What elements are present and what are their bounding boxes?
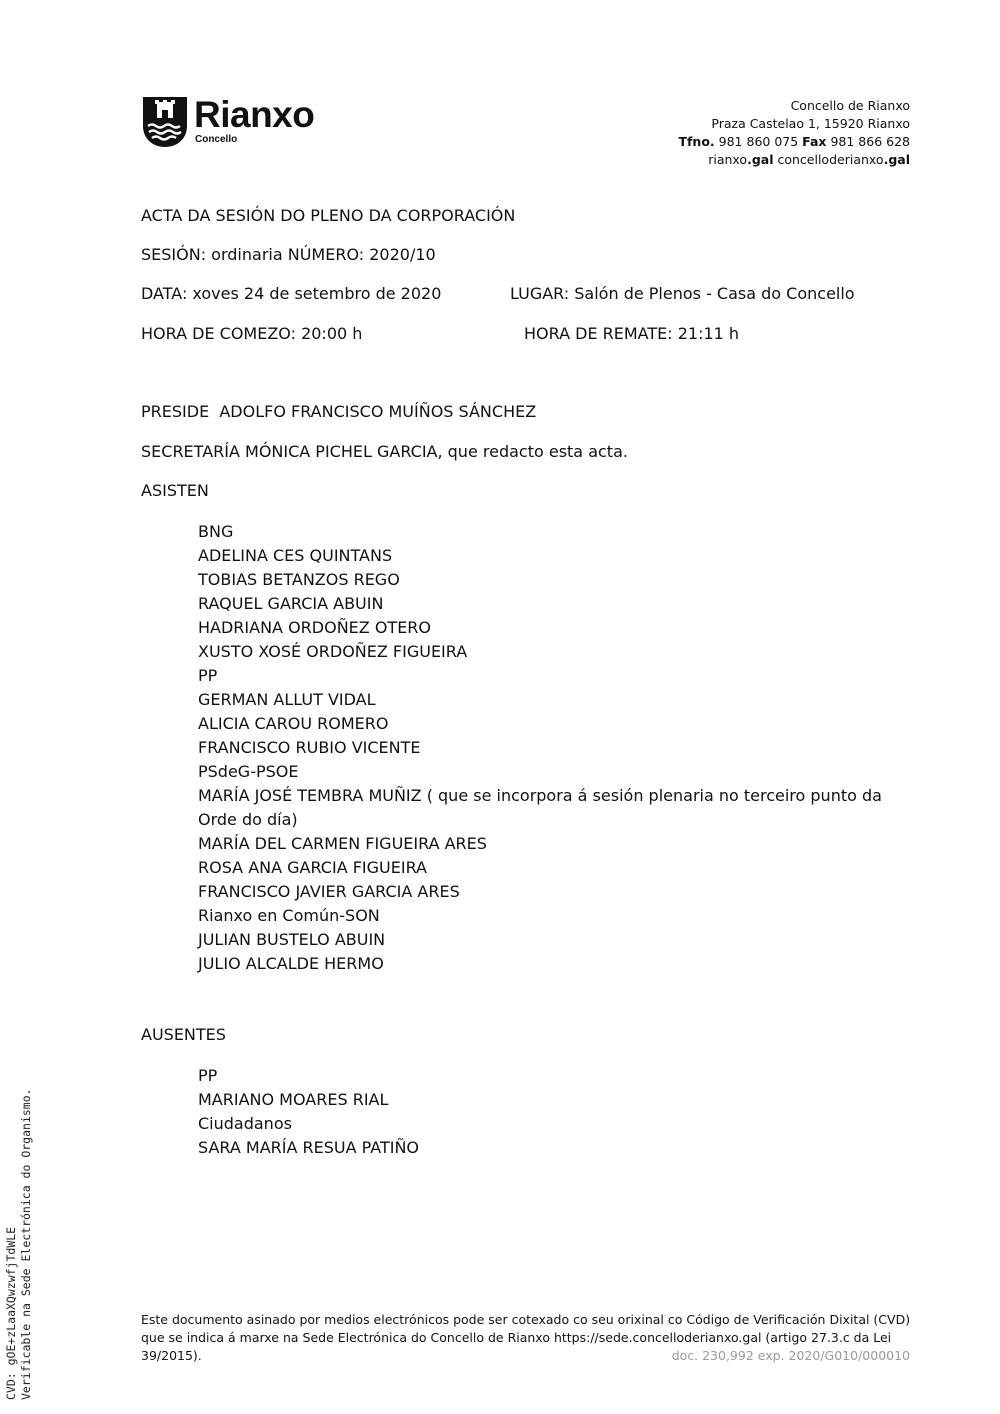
logo-name: Rianxo: [194, 94, 315, 135]
verification-notice: Este documento asinado por medios electrónicos pode ser cotexado co seu orixinal co Código de Verificación Dixital (CVD) que se indica á marxe na Sede Electrónica do Concello de Rianxo https://sede.concelloderianxo.gal (artigo 27.3.c da Lei 39/2015).: [141, 1312, 911, 1363]
list-item: PSdeG-PSOE: [198, 762, 299, 781]
verification-note: Verificable na Sede Electrónica do Organismo.: [19, 1088, 33, 1400]
list-item: BNG: [198, 522, 234, 541]
coat-of-arms-icon: [142, 96, 188, 148]
list-item: FRANCISCO JAVIER GARCIA ARES: [198, 882, 460, 901]
website-link-1[interactable]: rianxo.gal: [708, 152, 774, 167]
council-address: [678, 97, 910, 169]
attendees-heading: ASISTEN: [141, 481, 209, 500]
list-item: PP: [198, 1066, 218, 1085]
list-item: JULIO ALCALDE HERMO: [198, 954, 384, 973]
list-item: XUSTO XOSÉ ORDOÑEZ FIGUEIRA: [198, 642, 468, 661]
secretary-line: SECRETARÍA MÓNICA PICHEL GARCIA, que redacto esta acta.: [141, 442, 628, 461]
list-item: Ciudadanos: [198, 1114, 292, 1133]
act-title: ACTA DA SESIÓN DO PLENO DA CORPORACIÓN: [141, 206, 516, 225]
list-item: GERMAN ALLUT VIDAL: [198, 690, 376, 709]
absent-heading: AUSENTES: [141, 1025, 226, 1044]
list-item: RAQUEL GARCIA ABUIN: [198, 594, 384, 613]
list-item: HADRIANA ORDOÑEZ OTERO: [198, 618, 432, 637]
fax-number: 981 866 628: [830, 134, 910, 149]
logo-subtitle: Concello: [195, 134, 238, 145]
absent-list: [198, 1064, 898, 1160]
start-time-line: HORA DE COMEZO: 20:00 h: [141, 324, 363, 343]
document-reference: doc. 230,992 exp. 2020/G010/000010: [671, 1348, 910, 1363]
address-line-2: Praza Castelao 1, 15920 Rianxo: [711, 116, 910, 131]
date-line: DATA: xoves 24 de setembro de 2020: [141, 284, 442, 303]
list-item: ADELINA CES QUINTANS: [198, 546, 393, 565]
attendees-list: [198, 520, 898, 976]
website-link-2[interactable]: concelloderianxo.gal: [777, 152, 910, 167]
place-line: LUGAR: Salón de Plenos - Casa do Concello: [510, 284, 855, 303]
list-item: Rianxo en Común-SON: [198, 906, 380, 925]
web-line: [678, 151, 910, 169]
list-item: MARÍA DEL CARMEN FIGUEIRA ARES: [198, 834, 487, 853]
cvd-code: CVD: gOE+zLaaXQwzwfjTdWLE: [4, 1226, 18, 1400]
list-item: MARIANO MOARES RIAL: [198, 1090, 389, 1109]
phone-fax-line: [678, 133, 910, 151]
phone-label: Tfno.: [678, 134, 715, 149]
fax-label: Fax: [802, 134, 827, 149]
preside-line: PRESIDE ADOLFO FRANCISCO MUÍÑOS SÁNCHEZ: [141, 402, 537, 421]
rianxo-logo: [142, 96, 314, 148]
cvd-margin-text: [4, 1088, 34, 1400]
list-item: MARÍA JOSÉ TEMBRA MUÑIZ ( que se incorpora á sesión plenaria no terceiro punto da Orde do día): [198, 786, 882, 829]
list-item: ALICIA CAROU ROMERO: [198, 714, 389, 733]
list-item: SARA MARÍA RESUA PATIÑO: [198, 1138, 420, 1157]
list-item: FRANCISCO RUBIO VICENTE: [198, 738, 421, 757]
list-item: PP: [198, 666, 218, 685]
list-item: TOBIAS BETANZOS REGO: [198, 570, 400, 589]
end-time-line: HORA DE REMATE: 21:11 h: [524, 324, 740, 343]
phone-number: 981 860 075: [718, 134, 799, 149]
session-line: SESIÓN: ordinaria NÚMERO: 2020/10: [141, 245, 436, 264]
list-item: JULIAN BUSTELO ABUIN: [198, 930, 386, 949]
list-item: ROSA ANA GARCIA FIGUEIRA: [198, 858, 427, 877]
address-line-1: Concello de Rianxo: [790, 98, 910, 113]
